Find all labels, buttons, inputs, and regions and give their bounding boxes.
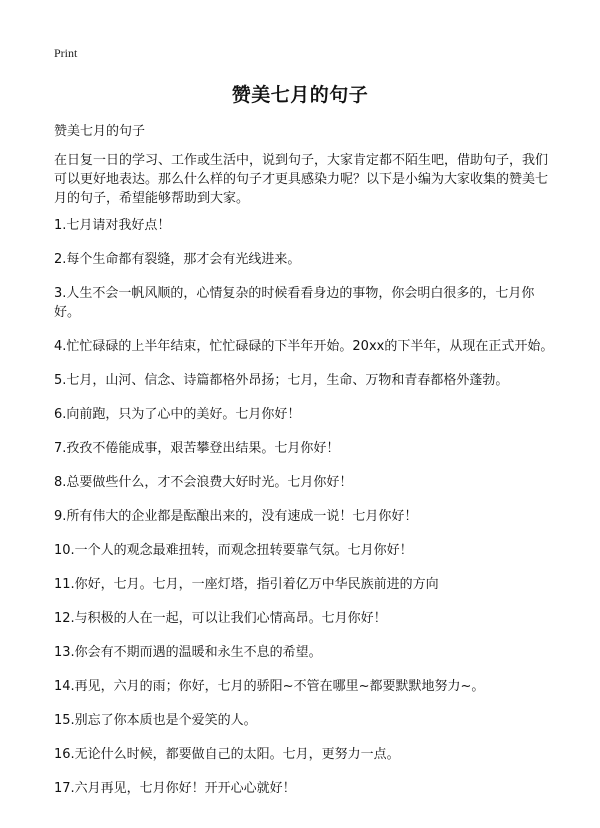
intro-paragraph: 在日复一日的学习、工作或生活中，说到句子，大家肯定都不陌生吧，借助句子，我们可以更好地表达。那么什么样的句子才更具感染力呢？以下是小编为大家收集的赞美七月的句子，希望能够帮助到大家。: [54, 153, 549, 206]
list-item: 1.七月请对我好点！: [54, 218, 171, 233]
list-item: 2.每个生命都有裂缝，那才会有光线进来。: [54, 252, 301, 267]
list-item: 9.所有伟大的企业都是酝酿出来的，没有速成一说！七月你好！: [54, 509, 418, 524]
list-item: 13.你会有不期而遇的温暖和永生不息的希望。: [54, 645, 322, 660]
list-item: 15.别忘了你本质也是个爱笑的人。: [54, 713, 257, 728]
subtitle: 赞美七月的句子: [54, 124, 146, 139]
list-item: 6.向前跑，只为了心中的美好。七月你好！: [54, 407, 301, 422]
sentence-list: [54, 216, 554, 813]
list-item: 7.孜孜不倦能成事，艰苦攀登出结果。七月你好！: [54, 441, 340, 456]
list-item: 4.忙忙碌碌的上半年结束，忙忙碌碌的下半年开始。20xx的下半年，从现在正式开始。: [54, 339, 554, 354]
list-item: 3.人生不会一帆风顺的，心情复杂的时候看看身边的事物，你会明白很多的，七月你好。: [54, 286, 535, 320]
list-item: 17.六月再见，七月你好！开开心心就好！: [54, 781, 296, 796]
list-item: 14.再见，六月的雨；你好，七月的骄阳~不管在哪里~都要默默地努力~。: [54, 679, 485, 694]
list-item: 12.与积极的人在一起，可以让我们心情高昂。七月你好！: [54, 611, 387, 626]
print-link[interactable]: Print: [54, 46, 78, 60]
list-item: 10.一个人的观念最难扭转，而观念扭转要靠气氛。七月你好！: [54, 543, 413, 558]
list-item: 8.总要做些什么，才不会浪费大好时光。七月你好！: [54, 475, 353, 490]
list-item: 16.无论什么时候，都要做自己的太阳。七月，更努力一点。: [54, 747, 400, 762]
page-title: 赞美七月的句子: [231, 84, 369, 106]
list-item: 11.你好，七月。七月，一座灯塔，指引着亿万中华民族前进的方向: [54, 577, 439, 592]
list-item: 5.七月，山河、信念、诗篇都格外昂扬；七月，生命、万物和青春都格外蓬勃。: [54, 373, 509, 388]
